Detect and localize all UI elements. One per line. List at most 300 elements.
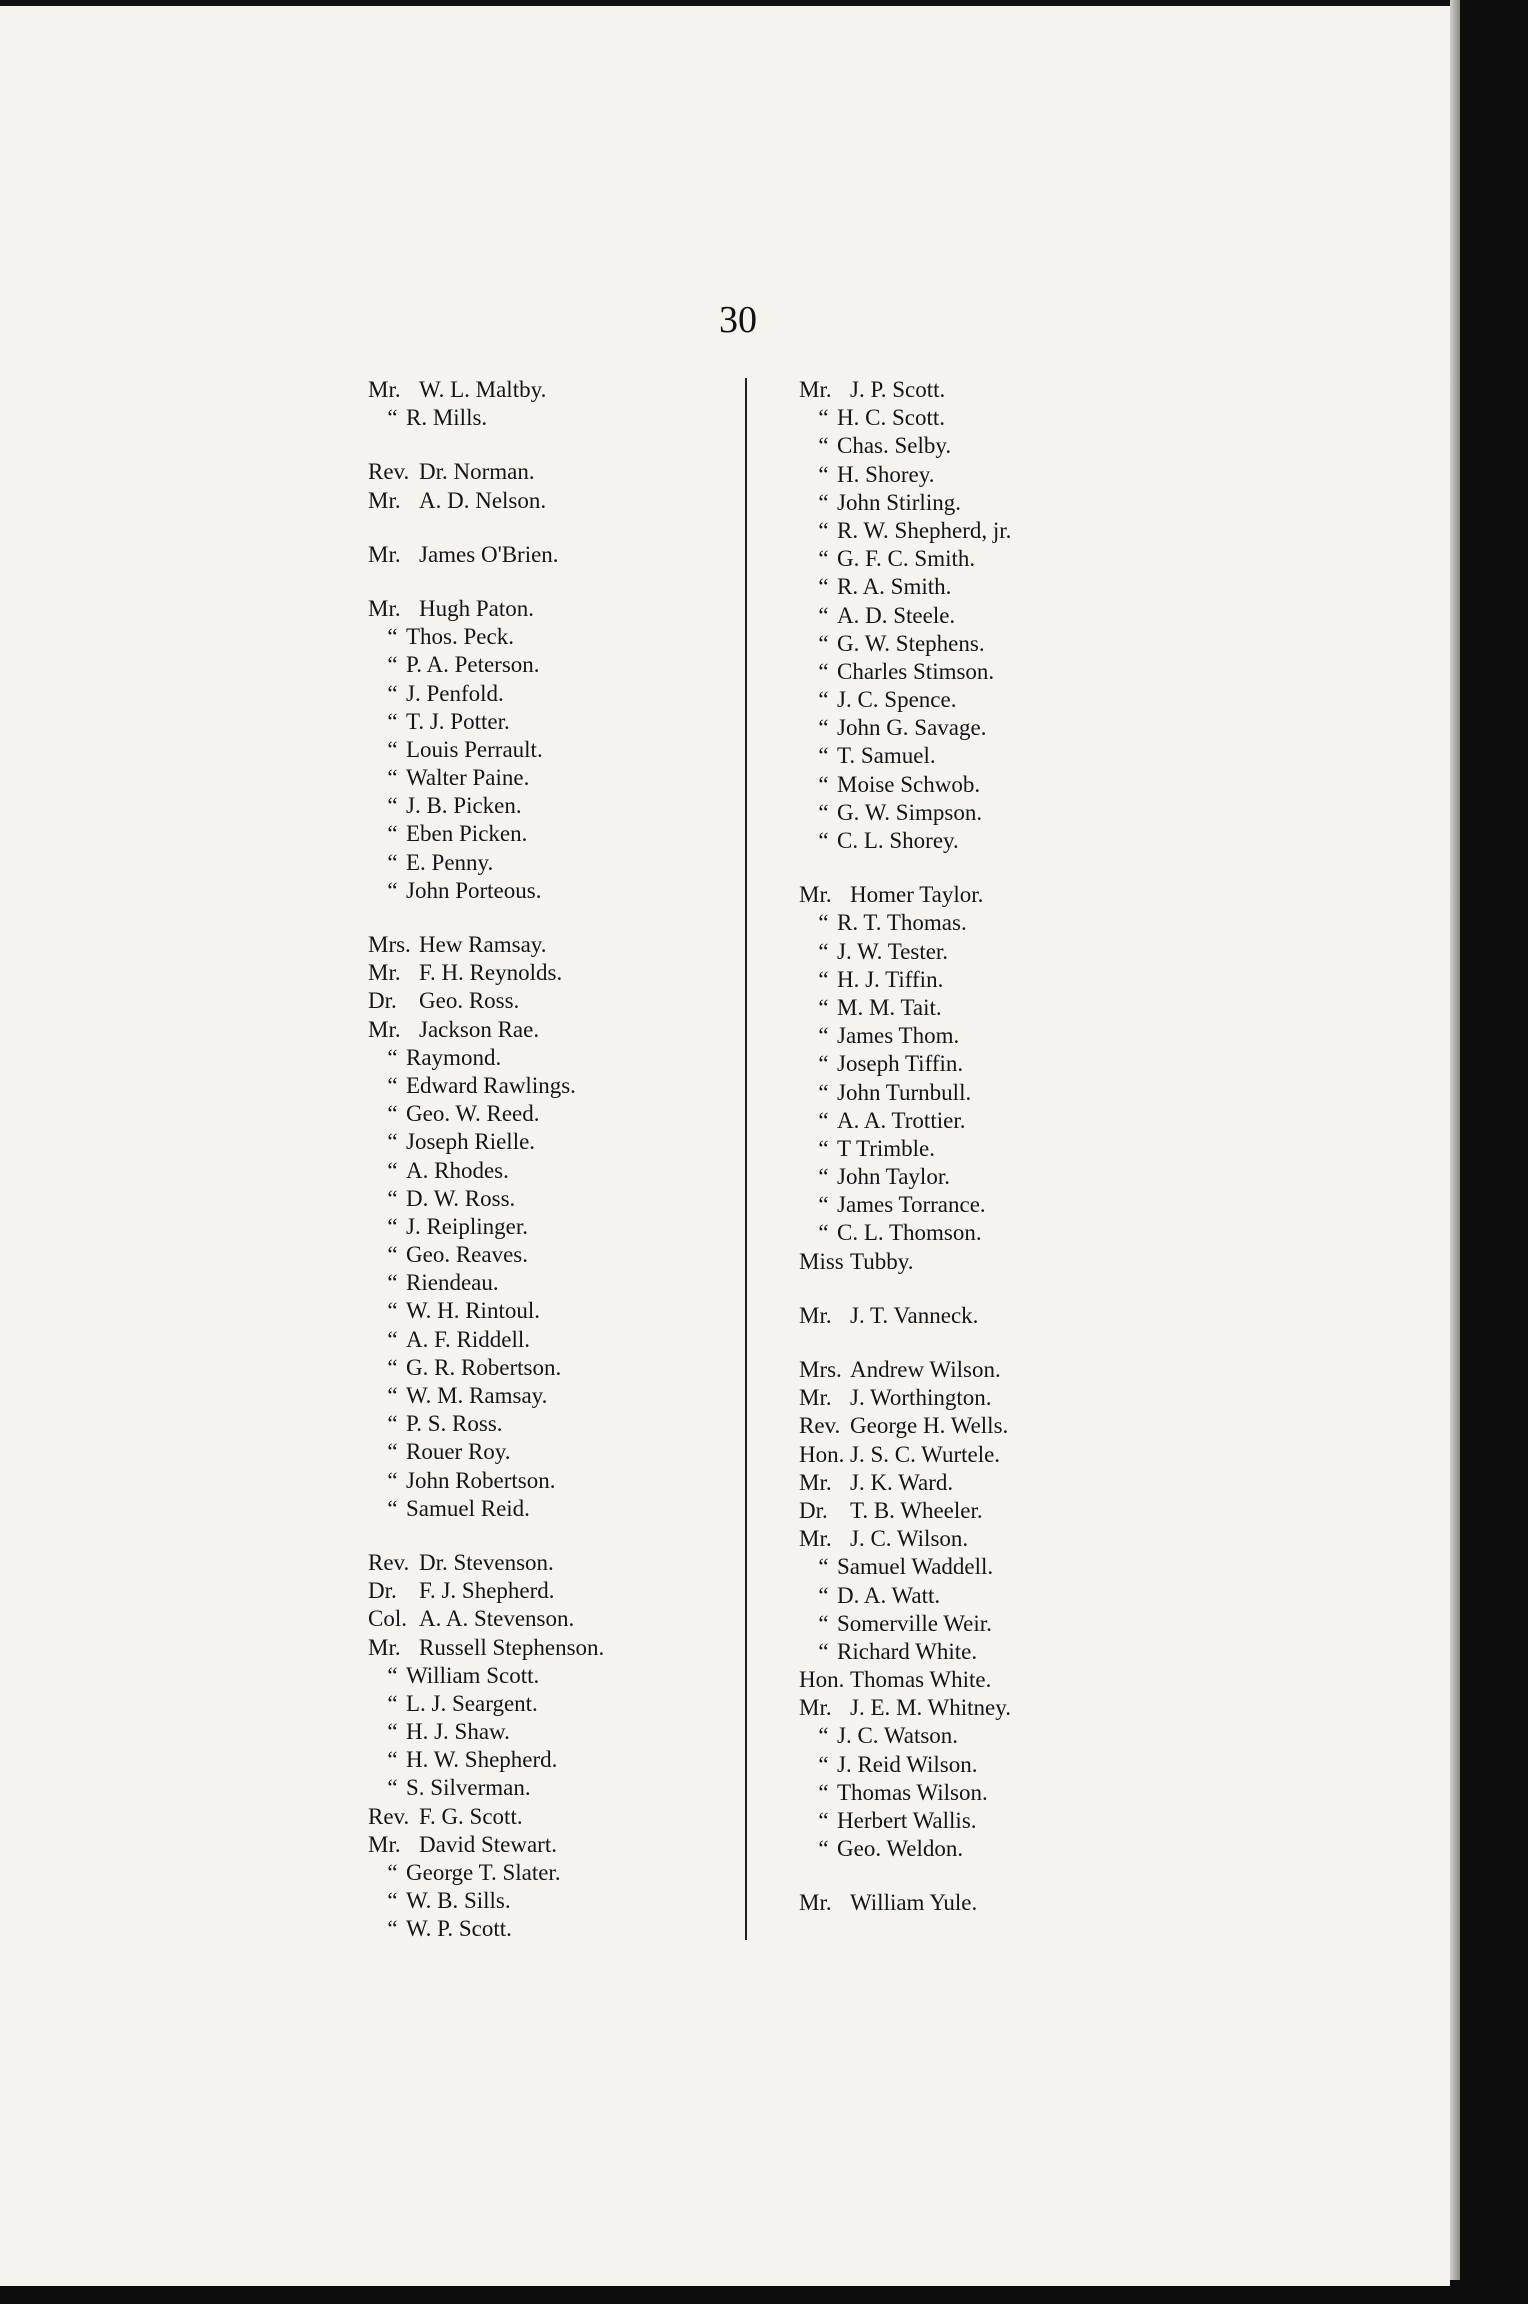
person-name: Joseph Rielle. [406,1129,536,1155]
person-name: J. C. Watson. [837,1723,959,1749]
title-prefix: “ [818,715,829,741]
person-name: Hew Ramsay. [419,932,547,957]
person-name: J. T. Vanneck. [850,1302,979,1328]
person-name: Geo. Ross. [419,988,520,1014]
title-prefix: Col. [368,1606,407,1632]
title-prefix: Mrs. [368,932,411,957]
person-name: G. R. Robertson. [406,1354,562,1380]
title-prefix: “ [818,1164,829,1190]
name-entry [368,376,604,404]
name-entry [799,909,1011,937]
title-prefix: “ [818,1836,829,1862]
person-name: J. Reid Wilson. [837,1751,978,1777]
name-entry [799,1610,1011,1638]
title-prefix: “ [818,966,829,992]
title-prefix: “ [387,1690,398,1716]
person-name: A. Rhodes. [406,1157,509,1183]
person-name: A. D. Nelson. [419,487,547,513]
title-prefix: Dr. [799,1497,828,1523]
name-entry [799,742,1011,770]
person-name: R. T. Thomas. [837,910,967,936]
name-entry [799,1248,1011,1276]
title-prefix: “ [818,1107,829,1133]
name-entry [368,1690,604,1718]
title-prefix: Mr. [368,487,401,513]
title-prefix: “ [387,1719,398,1745]
name-entry [368,1410,604,1438]
person-name: J. Penfold. [406,680,504,706]
title-prefix: Mr. [799,377,832,402]
title-prefix: Hon. [799,1441,845,1467]
person-name: E. Penny. [406,849,494,875]
name-entry [799,602,1011,630]
name-entry [368,1213,604,1241]
name-entry [368,1100,604,1128]
name-entry [799,1694,1011,1722]
person-name: Riendeau. [406,1270,499,1296]
title-prefix: “ [387,1888,398,1914]
name-entry [368,1831,604,1859]
person-name: A. D. Steele. [837,602,956,628]
person-name: H. Shorey. [837,461,935,487]
person-name: Herbert Wallis. [837,1808,977,1833]
person-name: Raymond. [406,1044,502,1070]
title-prefix: “ [818,630,829,656]
name-entry [368,1774,604,1802]
person-name: W. B. Sills. [406,1888,511,1914]
name-entry [368,1297,604,1325]
title-prefix: “ [387,405,398,431]
name-entry [799,938,1011,966]
person-name: G. W. Simpson. [837,799,983,825]
title-prefix: “ [818,1582,829,1608]
title-prefix: “ [387,1383,398,1408]
name-entry [368,792,604,820]
title-prefix: “ [387,1129,398,1155]
title-prefix: “ [387,1044,398,1070]
person-name: Geo. Weldon. [837,1836,964,1862]
person-name: J. W. Tester. [837,938,949,964]
person-name: John G. Savage. [837,715,987,741]
title-prefix: “ [387,793,398,819]
title-prefix: “ [387,624,398,650]
name-entry [368,820,604,848]
name-entry [799,1835,1011,1863]
name-entry [368,1438,604,1466]
title-prefix: “ [818,743,829,769]
title-prefix: “ [818,1079,829,1105]
person-name: G. F. C. Smith. [837,546,976,572]
person-name: H. W. Shepherd. [406,1747,558,1773]
title-prefix: “ [818,461,829,487]
name-entry [368,1467,604,1495]
person-name: P. A. Peterson. [406,652,540,678]
name-entry [799,461,1011,489]
name-entry [368,458,604,486]
person-name: F. G. Scott. [419,1803,523,1829]
title-prefix: “ [387,765,398,791]
person-name: John Robertson. [406,1467,556,1493]
person-name: C. L. Shorey. [837,828,959,853]
name-entry [799,771,1011,799]
person-name: Tubby. [850,1248,914,1274]
title-prefix: Mr. [368,377,401,402]
title-prefix: “ [818,1192,829,1218]
person-name: W. M. Ramsay. [406,1383,548,1408]
name-entry [368,1859,604,1887]
person-name: Rouer Roy. [406,1439,511,1465]
person-name: J. K. Ward. [850,1469,954,1495]
person-name: Chas. Selby. [837,433,952,459]
title-prefix: “ [387,1326,398,1352]
person-name: W. H. Rintoul. [406,1298,540,1324]
title-prefix: “ [818,1808,829,1833]
name-entry [368,1495,604,1523]
name-entry [368,1662,604,1690]
name-entry [799,404,1011,432]
title-prefix: “ [818,771,829,797]
title-prefix: “ [387,1662,398,1688]
name-entry [799,573,1011,601]
name-entry [799,1779,1011,1807]
name-entry [368,1241,604,1269]
title-prefix: Mr. [799,1890,832,1916]
title-prefix: “ [818,574,829,600]
name-entry [799,1079,1011,1107]
title-prefix: “ [387,1354,398,1380]
name-entry [799,517,1011,545]
title-prefix: Mr. [799,882,832,908]
name-entry [799,1050,1011,1078]
name-entry [368,595,604,623]
person-name: R. A. Smith. [837,574,952,600]
person-name: Samuel Reid. [406,1495,530,1521]
title-prefix: “ [818,799,829,825]
person-name: T. J. Potter. [406,708,510,734]
title-prefix: Mr. [799,1695,832,1721]
title-prefix: Rev. [368,459,410,485]
person-name: A. A. Trottier. [837,1107,966,1133]
page-number: 30 [719,299,757,341]
title-prefix: “ [387,1411,398,1437]
person-name: John Stirling. [837,489,961,515]
person-name: Dr. Stevenson. [419,1549,554,1575]
name-entry [799,432,1011,460]
person-name: T Trimble. [837,1135,935,1161]
person-name: Somerville Weir. [837,1610,992,1636]
person-name: H. J. Shaw. [406,1719,510,1745]
title-prefix: “ [387,1495,398,1521]
title-prefix: “ [387,1101,398,1127]
title-prefix: Mr. [368,1831,401,1857]
person-name: L. J. Seargent. [406,1690,538,1716]
person-name: R. Mills. [406,405,488,431]
name-entry [799,1022,1011,1050]
title-prefix: “ [387,1213,398,1239]
name-entry [368,849,604,877]
person-name: Geo. Reaves. [406,1242,528,1268]
name-entry [368,1185,604,1213]
person-name: W. L. Maltby. [419,377,547,402]
title-prefix: “ [387,708,398,734]
name-entry [799,1356,1011,1384]
person-name: R. W. Shepherd, jr. [837,517,1012,543]
person-name: James O'Brien. [419,541,559,567]
person-name: Charles Stimson. [837,658,995,684]
name-entry [368,541,604,569]
name-entry [799,1469,1011,1497]
person-name: George T. Slater. [406,1860,561,1885]
person-name: J. B. Picken. [406,793,522,819]
name-entry [799,1412,1011,1440]
person-name: Eben Picken. [406,821,528,847]
person-name: Walter Paine. [406,765,530,791]
person-name: Thomas Wilson. [837,1779,988,1805]
title-prefix: “ [387,1860,398,1885]
title-prefix: Mr. [368,541,401,567]
title-prefix: “ [387,736,398,762]
name-entry [368,1746,604,1774]
name-entry [799,1163,1011,1191]
person-name: T. B. Wheeler. [850,1497,983,1523]
name-entry [799,1666,1011,1694]
title-prefix: “ [387,1072,398,1098]
title-prefix: “ [818,1723,829,1749]
title-prefix: “ [387,1775,398,1801]
title-prefix: Rev. [368,1803,410,1829]
person-name: P. S. Ross. [406,1411,503,1437]
left-name-column [368,376,604,1944]
name-entry [368,764,604,792]
person-name: John Taylor. [837,1164,950,1190]
title-prefix: “ [387,1185,398,1211]
person-name: Hugh Paton. [419,595,534,621]
name-entry [368,736,604,764]
title-prefix: “ [387,1242,398,1268]
name-entry [368,1549,604,1577]
title-prefix: “ [818,687,829,713]
title-prefix: Mr. [799,1385,832,1411]
name-entry [368,680,604,708]
name-entry [799,630,1011,658]
title-prefix: “ [818,546,829,572]
name-entry [799,489,1011,517]
person-name: J. S. C. Wurtele. [850,1441,1001,1467]
person-name: Joseph Tiffin. [837,1051,964,1077]
title-prefix: Mr. [368,1016,401,1042]
title-prefix: “ [818,1610,829,1636]
title-prefix: Rev. [368,1549,410,1575]
title-prefix: “ [387,1270,398,1296]
name-entry [799,545,1011,573]
person-name: Dr. Norman. [419,459,535,485]
name-entry [368,1269,604,1297]
name-entry [799,1497,1011,1525]
name-entry [799,799,1011,827]
person-name: Jackson Rae. [419,1016,540,1042]
title-prefix: “ [818,1751,829,1777]
column-divider [745,378,747,1940]
person-name: J. P. Scott. [850,377,946,402]
title-prefix: “ [818,1051,829,1077]
title-prefix: “ [387,877,398,903]
name-entry [368,623,604,651]
title-prefix: Rev. [799,1413,841,1439]
title-prefix: “ [818,658,829,684]
name-entry [368,1044,604,1072]
title-prefix: “ [818,517,829,543]
name-entry [799,1889,1011,1917]
name-entry [368,1577,604,1605]
title-prefix: “ [387,1916,398,1942]
title-prefix: “ [387,1747,398,1773]
name-entry [799,1302,1011,1330]
title-prefix: “ [387,1439,398,1465]
name-entry [368,708,604,736]
name-entry [368,1887,604,1915]
name-entry [368,1718,604,1746]
person-name: D. A. Watt. [837,1582,941,1608]
name-entry [799,376,1011,404]
person-name: J. Reiplinger. [406,1213,529,1239]
person-name: D. W. Ross. [406,1185,516,1211]
name-entry [368,1326,604,1354]
person-name: A. A. Stevenson. [419,1606,575,1632]
title-prefix: “ [818,602,829,628]
name-entry [368,651,604,679]
name-entry [368,987,604,1015]
person-name: G. W. Stephens. [837,630,985,656]
title-prefix: “ [387,821,398,847]
title-prefix: “ [387,1298,398,1324]
name-entry [368,1016,604,1044]
person-name: David Stewart. [419,1831,557,1857]
person-name: Homer Taylor. [850,882,984,908]
person-name: C. L. Thomson. [837,1220,982,1246]
name-entry [799,1751,1011,1779]
title-prefix: Mrs. [799,1357,842,1382]
title-prefix: “ [387,849,398,875]
title-prefix: “ [818,994,829,1020]
person-name: Samuel Waddell. [837,1554,994,1580]
title-prefix: “ [818,938,829,964]
name-entry [799,714,1011,742]
name-entry [799,686,1011,714]
title-prefix: “ [818,1554,829,1580]
name-entry [799,1582,1011,1610]
name-entry [368,931,604,959]
person-name: John Turnbull. [837,1079,972,1105]
person-name: J. C. Spence. [837,687,957,713]
name-entry [799,1722,1011,1750]
person-name: William Scott. [406,1662,540,1688]
person-name: F. J. Shepherd. [419,1578,555,1604]
name-entry [368,1634,604,1662]
name-entry [799,994,1011,1022]
name-entry [368,1128,604,1156]
name-entry [799,827,1011,855]
name-entry [799,1135,1011,1163]
name-entry [799,1219,1011,1247]
title-prefix: “ [818,1779,829,1805]
person-name: William Yule. [850,1890,978,1916]
name-entry [799,881,1011,909]
person-name: Thos. Peck. [406,624,514,650]
person-name: J. E. M. Whitney. [850,1695,1011,1721]
name-entry [368,487,604,515]
title-prefix: Mr. [799,1302,832,1328]
name-entry [368,1157,604,1185]
title-prefix: “ [818,433,829,459]
person-name: George H. Wells. [850,1413,1009,1439]
name-entry [368,959,604,987]
name-entry [368,877,604,905]
title-prefix: Mr. [368,960,401,986]
title-prefix: “ [818,1638,829,1664]
name-entry [799,658,1011,686]
title-prefix: “ [387,1157,398,1183]
person-name: Moise Schwob. [837,771,981,797]
title-prefix: Mr. [799,1526,832,1552]
person-name: J. Worthington. [850,1385,992,1411]
title-prefix: “ [387,1467,398,1493]
person-name: James Thom. [837,1023,960,1049]
title-prefix: “ [818,1220,829,1246]
person-name: J. C. Wilson. [850,1526,969,1552]
person-name: M. M. Tait. [837,994,942,1020]
title-prefix: “ [818,489,829,515]
person-name: Russell Stephenson. [419,1634,605,1660]
name-entry [799,1553,1011,1581]
name-entry [799,1384,1011,1412]
name-entry [799,966,1011,994]
title-prefix: Mr. [368,1634,401,1660]
title-prefix: Dr. [368,988,397,1014]
title-prefix: “ [387,680,398,706]
title-prefix: Dr. [368,1578,397,1604]
title-prefix: “ [818,910,829,936]
name-entry [799,1441,1011,1469]
name-entry [799,1807,1011,1835]
person-name: James Torrance. [837,1192,986,1218]
person-name: S. Silverman. [406,1775,531,1801]
person-name: Andrew Wilson. [850,1357,1001,1382]
title-prefix: Mr. [799,1469,832,1495]
person-name: F. H. Reynolds. [419,960,563,986]
name-entry [368,1605,604,1633]
person-name: H. C. Scott. [837,405,945,431]
person-name: Edward Rawlings. [406,1072,576,1098]
name-entry [368,1382,604,1410]
person-name: Geo. W. Reed. [406,1101,540,1127]
title-prefix: “ [387,652,398,678]
title-prefix: “ [818,1023,829,1049]
person-name: H. J. Tiffin. [837,966,944,992]
person-name: W. P. Scott. [406,1916,512,1942]
person-name: John Porteous. [406,877,542,903]
name-entry [799,1525,1011,1553]
person-name: A. F. Riddell. [406,1326,531,1352]
title-prefix: Hon. [799,1667,845,1693]
name-entry [368,1072,604,1100]
name-entry [368,1354,604,1382]
name-entry [368,404,604,432]
title-prefix: “ [818,828,829,853]
title-prefix: “ [818,405,829,431]
name-entry [368,1915,604,1943]
person-name: Thomas White. [850,1667,992,1693]
title-prefix: Miss [799,1248,844,1274]
